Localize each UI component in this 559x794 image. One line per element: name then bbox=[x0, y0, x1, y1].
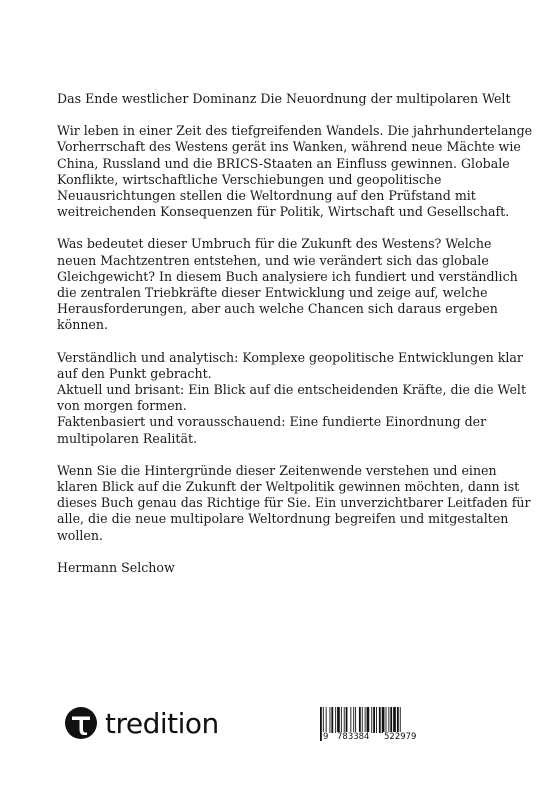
barcode-bar bbox=[382, 707, 385, 733]
text-line: multipolaren Realität. bbox=[57, 430, 198, 446]
barcode-bar bbox=[365, 707, 366, 733]
text-line: von morgen formen. bbox=[57, 398, 187, 414]
text-line: Verständlich und analytisch: Komplexe geopolitische Entwicklungen klar bbox=[57, 349, 523, 365]
barcode-bar bbox=[346, 707, 348, 733]
back-cover-text bbox=[57, 91, 533, 592]
text-line: neuen Machtzentren entstehen, und wie verändert sich das globale bbox=[57, 252, 489, 268]
paragraph-2 bbox=[57, 236, 518, 333]
barcode-bar bbox=[376, 707, 377, 733]
text-line: Aktuell und brisant: Ein Blick auf die entscheidenden Kräfte, die die Welt bbox=[57, 382, 527, 398]
publisher-logo bbox=[65, 707, 219, 739]
text-line: Neuausrichtungen stellen die Weltordnung auf den Prüfstand mit bbox=[57, 188, 476, 204]
barcode-bar bbox=[326, 707, 327, 733]
blurb-title-line: Das Ende westlicher Dominanz Die Neuordnung der multipolaren Welt bbox=[57, 91, 511, 106]
author-line: Hermann Selchow bbox=[57, 559, 175, 575]
blurb-title bbox=[57, 91, 511, 107]
paragraph-3 bbox=[57, 349, 527, 447]
text-line: dieses Buch genau das Richtige für Sie. Ein unverzichtbarer Leitfaden für bbox=[57, 495, 531, 511]
text-line: klaren Blick auf die Zukunft der Weltpolitik gewinnen möchten, dann ist bbox=[57, 479, 520, 495]
barcode-bar bbox=[350, 707, 351, 733]
barcode-bar bbox=[330, 707, 331, 733]
barcode-bar bbox=[355, 707, 356, 733]
author-name bbox=[57, 560, 502, 576]
barcode-bar bbox=[367, 707, 370, 733]
text-line: alle, die die neue multipolare Weltordnung begreifen und mitgestalten bbox=[57, 511, 509, 527]
barcode-digits-mid: 783384 bbox=[337, 732, 370, 742]
text-line: Vorherrschaft des Westens gerät ins Wanken, während neue Mächte wie bbox=[57, 139, 521, 155]
paragraph-1 bbox=[57, 123, 533, 220]
barcode-bar bbox=[397, 707, 399, 733]
barcode-bar bbox=[371, 707, 372, 733]
text-line: weitreichenden Konsequenzen für Politik, Wirtschaft und Gesellschaft. bbox=[57, 204, 510, 220]
text-line: wollen. bbox=[57, 527, 103, 543]
paragraph-4 bbox=[57, 462, 531, 544]
barcode-bar bbox=[335, 707, 336, 733]
barcode-bar bbox=[379, 707, 381, 733]
tredition-logo-icon bbox=[65, 707, 97, 739]
text-line: Herausforderungen, aber auch welche Chancen sich daraus ergeben bbox=[57, 301, 498, 317]
barcode-bar bbox=[344, 707, 345, 733]
barcode-bar bbox=[331, 707, 333, 733]
barcode-bar bbox=[359, 707, 361, 733]
text-line: Konflikte, wirtschaftliche Verschiebungen und geopolitische bbox=[57, 171, 442, 187]
text-line: Faktenbasiert und vorausschauend: Eine fundierte Einordnung der bbox=[57, 414, 487, 430]
text-line: können. bbox=[57, 317, 109, 333]
barcode-bar bbox=[373, 707, 375, 733]
text-line: Was bedeutet dieser Umbruch für die Zukunft des Westens? Welche bbox=[57, 236, 492, 252]
text-line: auf den Punkt gebracht. bbox=[57, 365, 212, 381]
barcode-bar bbox=[386, 707, 387, 733]
barcode-digits-right: 522979 bbox=[384, 732, 417, 742]
barcode-bar bbox=[341, 707, 342, 733]
text-line: Gleichgewicht? In diesem Buch analysiere ich fundiert und verständlich bbox=[57, 268, 518, 284]
text-line: Wenn Sie die Hintergründe dieser Zeitenwende verstehen und einen bbox=[57, 462, 497, 478]
barcode-digit-left: 9 bbox=[323, 732, 329, 742]
barcode-bar bbox=[388, 707, 389, 733]
barcode-bar bbox=[337, 707, 340, 733]
text-line: die zentralen Triebkräfte dieser Entwicklung und zeige auf, welche bbox=[57, 285, 488, 301]
barcode-bar bbox=[393, 707, 396, 733]
barcode-bar bbox=[353, 707, 354, 733]
barcode-bar bbox=[390, 707, 392, 733]
text-line: Wir leben in einer Zeit des tiefgreifenden Wandels. Die jahrhundertelange bbox=[57, 123, 533, 139]
publisher-name: tredition bbox=[105, 706, 219, 740]
text-line: China, Russland und die BRICS-Staaten an Einfluss gewinnen. Globale bbox=[57, 155, 510, 171]
